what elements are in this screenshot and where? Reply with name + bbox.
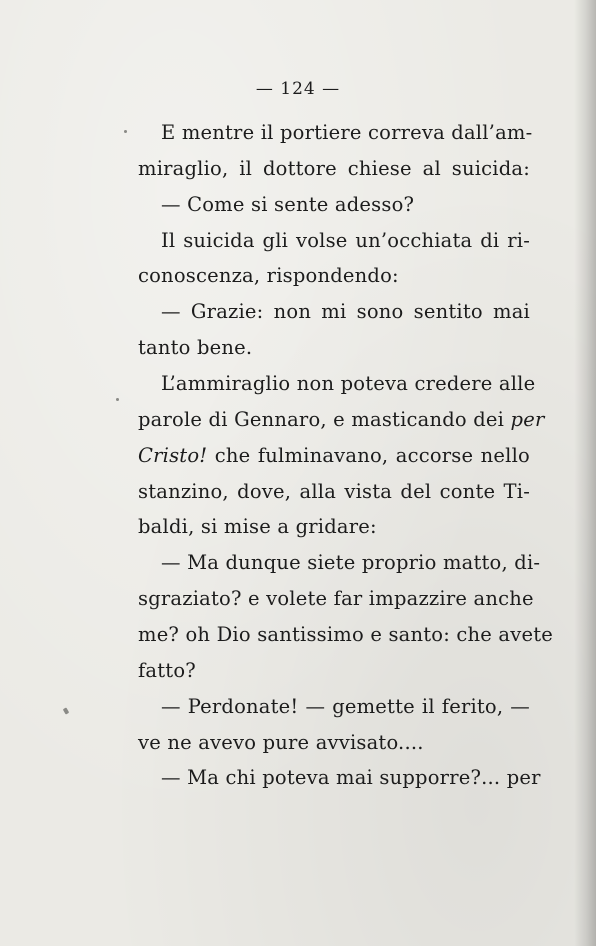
text-line: stanzino, dove, alla vista del conte Ti- [138,480,530,503]
page-edge-shadow [574,0,596,946]
text-line: sgraziato? e volete far impazzire anche [138,587,534,610]
text-line: miraglio, il dottore chiese al suicida: [138,157,530,180]
text-line: L’ammiraglio non poteva credere alle [161,372,536,395]
text-line: — Come si sente adesso? [161,193,415,216]
text-line: ve ne avevo pure avvisato.... [138,731,424,754]
text-line [138,407,545,433]
text-line: — Grazie: non mi sono sentito mai [161,300,530,323]
text-line: baldi, si mise a gridare: [138,515,377,538]
text-segment: che fulminavano, accorse nello [214,444,530,467]
text-line: tanto bene. [138,336,253,359]
page-number: — 124 — [255,79,341,99]
text-line: conoscenza, rispondendo: [138,264,399,287]
text-line: — Ma chi poteva mai supporre?... per [161,766,541,789]
text-line: E mentre il portiere correva dall’am- [161,121,533,144]
paper-speck [124,130,127,133]
paper-speck [116,398,119,401]
text-line: — Ma dunque siete proprio matto, di- [161,551,541,574]
text-line: fatto? [138,659,196,682]
text-segment: parole di Gennaro, e masticando dei [138,408,505,431]
text-line [138,443,530,469]
paper-speck [63,707,69,714]
text-line: — Perdonate! — gemette il ferito, — [161,695,530,718]
text-line: me? oh Dio santissimo e santo: che avete [138,623,553,646]
italic-text-segment: per [510,408,545,431]
text-line: Il suicida gli volse un’occhiata di ri- [161,229,530,252]
italic-text-segment: Cristo! [138,444,208,467]
